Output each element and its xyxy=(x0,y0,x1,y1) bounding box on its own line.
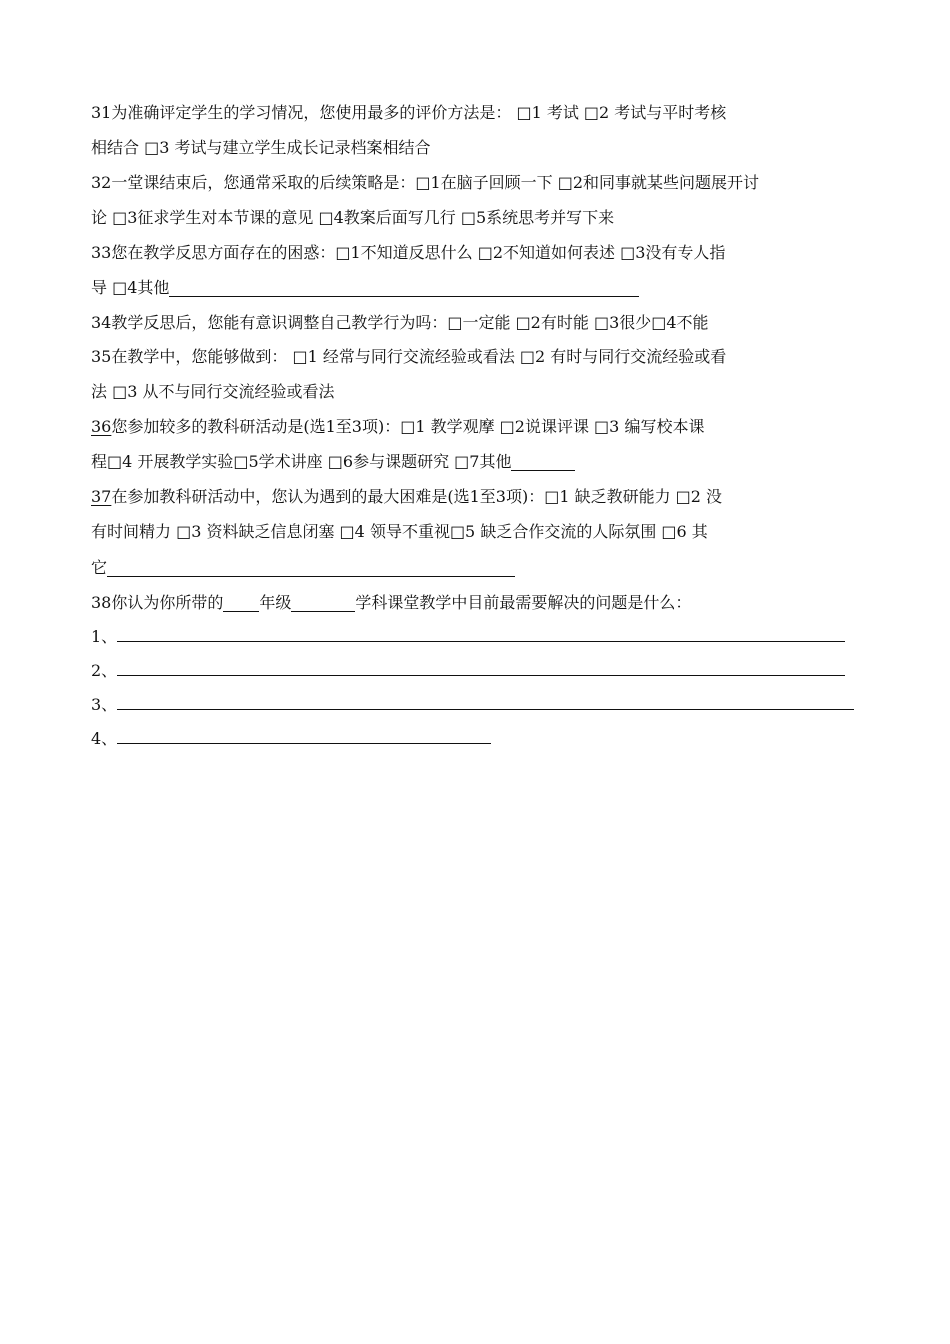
answer-1-label: 1、 xyxy=(91,627,118,646)
question-33 xyxy=(91,236,861,306)
question-37-text: 在参加教科研活动中，您认为遇到的最大困难是(选1至3项)：□1 缺乏教研能力 □2 没 xyxy=(111,487,723,506)
question-37 xyxy=(91,480,861,586)
question-31 xyxy=(91,96,861,166)
question-36-line-1 xyxy=(91,410,861,444)
answer-3-label: 3、 xyxy=(91,695,118,714)
question-33-line-1: 33您在教学反思方面存在的困惑：□1不知道反思什么 □2不知道如何表述 □3没有专人指 xyxy=(91,243,726,262)
question-36-number: 36 xyxy=(91,417,112,436)
answer-line-2 xyxy=(91,654,861,688)
question-37-line-3 xyxy=(91,550,861,586)
question-35 xyxy=(91,340,861,410)
question-38-part-2: 年级 xyxy=(259,593,292,612)
answer-2-label: 2、 xyxy=(91,661,118,680)
grade-blank[interactable] xyxy=(223,593,259,612)
answer-4-label: 4、 xyxy=(91,729,118,748)
question-36-line-2 xyxy=(91,444,861,480)
question-33-other-label: 导 □4其他 xyxy=(91,278,170,297)
answer-1-blank[interactable] xyxy=(117,623,845,642)
question-36 xyxy=(91,410,861,480)
questionnaire-content xyxy=(91,96,861,756)
question-35-line-1: 35在教学中，您能够做到： □1 经常与同行交流经验或看法 □2 有时与同行交流经验或看 xyxy=(91,347,727,366)
answer-line-4 xyxy=(91,722,861,756)
question-37-other-label: 它 xyxy=(91,558,108,577)
question-32-line-1: 32一堂课结束后，您通常采取的后续策略是：□1在脑子回顾一下 □2和同事就某些问题展开讨 xyxy=(91,173,760,192)
subject-blank[interactable] xyxy=(291,593,355,612)
question-36-text: 您参加较多的教科研活动是(选1至3项)：□1 教学观摩 □2说课评课 □3 编写校本课 xyxy=(111,417,705,436)
question-34 xyxy=(91,306,861,340)
question-33-line-2 xyxy=(91,270,861,306)
question-33-other-blank[interactable] xyxy=(169,278,639,297)
question-38-prompt xyxy=(91,586,861,620)
question-37-number: 37 xyxy=(91,487,112,506)
question-38-part-3: 学科课堂教学中目前最需要解决的问题是什么： xyxy=(355,593,692,612)
question-32-line-2: 论 □3征求学生对本节课的意见 □4教案后面写几行 □5系统思考并写下来 xyxy=(91,208,615,227)
answer-4-blank[interactable] xyxy=(117,725,491,744)
question-35-line-2: 法 □3 从不与同行交流经验或看法 xyxy=(91,382,335,401)
answer-2-blank[interactable] xyxy=(117,657,845,676)
question-31-line-2: 相结合 □3 考试与建立学生成长记录档案相结合 xyxy=(91,138,431,157)
answer-line-3 xyxy=(91,688,861,722)
question-37-line-1 xyxy=(91,480,861,514)
answer-3-blank[interactable] xyxy=(117,691,854,710)
question-31-line-1: 31为准确评定学生的学习情况，您使用最多的评价方法是： □1 考试 □2 考试与平时考核 xyxy=(91,103,727,122)
question-38 xyxy=(91,586,861,756)
question-36-other-blank[interactable] xyxy=(511,452,575,471)
question-37-other-blank[interactable] xyxy=(107,558,515,577)
question-38-part-1: 38你认为你所带的 xyxy=(91,593,224,612)
question-37-line-2: 有时间精力 □3 资料缺乏信息闭塞 □4 领导不重视□5 缺乏合作交流的人际氛围 □6 其 xyxy=(91,522,708,541)
question-36-options: 程□4 开展教学实验□5学术讲座 □6参与课题研究 □7其他 xyxy=(91,452,512,471)
question-34-line-1: 34教学反思后，您能有意识调整自己教学行为吗：□一定能 □2有时能 □3很少□4不能 xyxy=(91,313,709,332)
question-32 xyxy=(91,166,861,236)
answer-line-1 xyxy=(91,620,861,654)
